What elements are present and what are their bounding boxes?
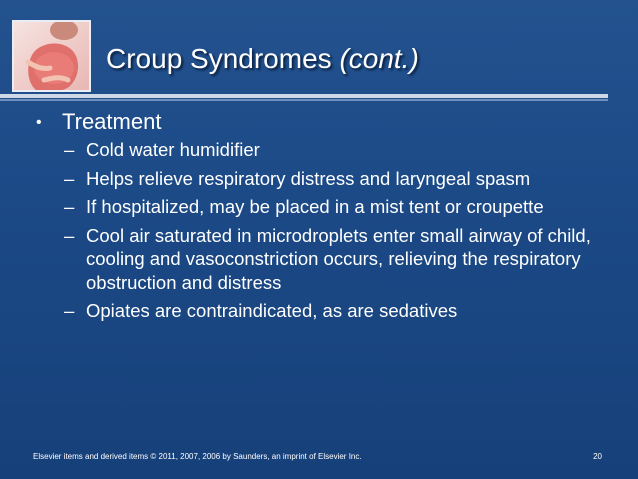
subitem-text: Opiates are contraindicated, as are sedatives <box>86 300 458 321</box>
page-number: 20 <box>593 452 602 461</box>
bullet-treatment <box>36 108 616 136</box>
subitem <box>36 195 616 219</box>
slide-title <box>106 42 419 76</box>
subitem <box>36 167 616 191</box>
subitem-text: Cool air saturated in microdroplets enter small airway of child, cooling and vasoconstriction occurs, relieving the respiratory obstruction and distress <box>86 224 591 293</box>
subitem-text: Cold water humidifier <box>86 139 260 160</box>
subitem-text: Helps relieve respiratory distress and laryngeal spasm <box>86 167 531 189</box>
title-underline-shadow <box>0 99 608 101</box>
bullet-dot-icon: • <box>36 114 42 131</box>
subitem <box>36 138 616 162</box>
title-suffix: (cont.) <box>339 43 419 74</box>
dash-icon: – <box>64 224 75 246</box>
dash-icon: – <box>64 300 75 321</box>
dash-icon: – <box>64 167 75 189</box>
subitem-text: If hospitalized, may be placed in a mist tent or croupette <box>86 196 544 217</box>
subitem <box>36 299 616 323</box>
subitem <box>36 224 616 295</box>
pregnant-woman-photo <box>12 20 91 92</box>
title-underline <box>0 94 608 98</box>
slide-content <box>36 108 616 328</box>
title-main: Croup Syndromes <box>106 43 332 74</box>
copyright-footer: Elsevier items and derived items © 2011, 2007, 2006 by Saunders, an imprint of Elsevier Inc. <box>33 452 362 461</box>
bullet-text: Treatment <box>62 109 162 134</box>
dash-icon: – <box>64 196 75 217</box>
dash-icon: – <box>64 139 75 160</box>
